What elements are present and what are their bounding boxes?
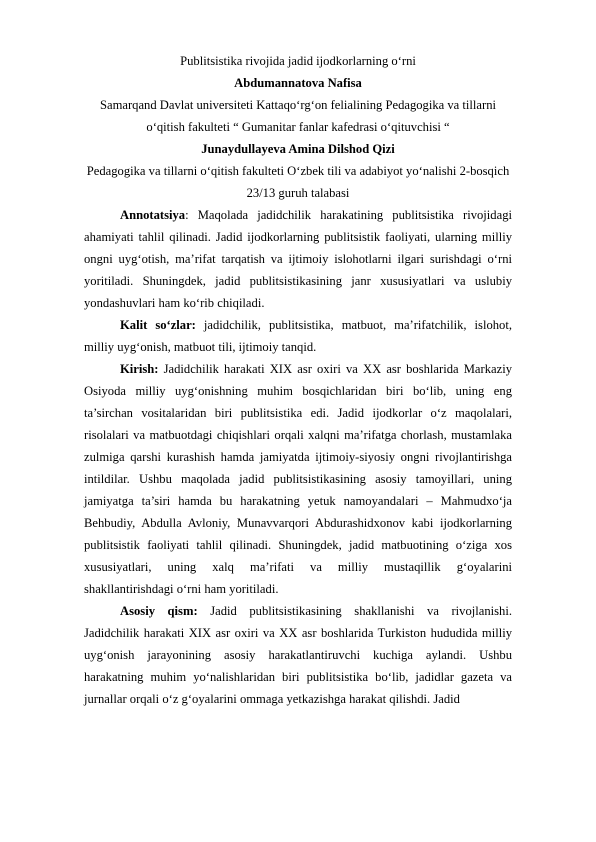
author2-name: Junaydullayeva Amina Dilshod Qizi [201,142,395,156]
article-title: Publitsistika rivojida jadid ijodkorlarning o‘rni [180,54,416,68]
author1-name: Abdumannatova Nafisa [234,76,362,90]
keywords-label: Kalit so‘zlar: [120,318,196,332]
intro-label: Kirish: [120,362,159,376]
document-page [84,50,512,710]
author1-affiliation: Samarqand Davlat universiteti Kattaqo‘rg‘on felialining Pedagogika va tillarni o‘qitish fakulteti “ Gumanitar fanlar kafedrasi o‘qituvchisi “ [99,98,496,134]
keywords-text: jadidchilik, publitsistika, matbuot, ma’rifatchilik, islohot, milliy uyg‘onish, matbuot tili, ijtimoiy tanqid. [84,318,512,354]
main-label: Asosiy qism: [120,604,198,618]
annotation-paragraph [84,204,512,314]
intro-paragraph [84,358,512,600]
main-paragraph [84,600,512,710]
intro-text: Jadidchilik harakati XIX asr oxiri va XX asr boshlarida Markaziy Osiyoda milliy uyg‘onishning muhim bosqichlaridan biri bo‘lib, uning eng ta’sirchan vositalaridan biri publitsistika edi. Jadid ijodkorlar o‘z maqolalari, risolalari va matbuotdagi chiqishlari orqali xalqni ma’rifatga chorlash, mustamlaka zulmiga qarshi kurashish hamda jamiyatda ijtimoiy-siyosiy ongni rivojlantirishga intildilar. Ushbu maqolada jadid publitsistikasining asosiy tamoyillari, uning jamiyatga ta’siri hamda bu harakatning yetuk namoyandalari – Mahmudxo‘ja Behbudiy, Abdulla Avloniy, Munavvarqori Abdurashidxonov kabi ijodkorlarning publitsistik faoliyati tahlil qilinadi. Shuningdek, jadid matbuotining o‘ziga xos xususiyatlari, uning xalq ma’rifati va milliy mustaqillik g‘oyalarini shakllantirishdagi o‘rni ham yoritiladi. [84,362,512,596]
annotation-label: Annotatsiya [120,208,186,222]
annotation-text: : Maqolada jadidchilik harakatining publitsistika rivojidagi ahamiyati tahlil qilinadi. Jadid ijodkorlarning publitsistik faoliyati, ularning milliy ongni uyg‘otish, ma’rifat tarqatish va ijtimoiy islohotlarni ilgari surishdagi o‘rni yoritiladi. Shuningdek, jadid publitsistikasining janr xususiyatlari va uslubiy yondashuvlari ham ko‘rib chiqiladi. [84,208,512,310]
main-text: Jadid publitsistikasining shakllanishi va rivojlanishi. Jadidchilik harakati XIX asr oxiri va XX asr boshlarida Turkiston hududida milliy uyg‘onish jarayonining asosiy harakatlantiruvchi kuchiga aylandi. Ushbu harakatning muhim yo‘nalishlaridan biri publitsistika bo‘lib, jadidlar gazeta va jurnallar orqali o‘z g‘oyalarini ommaga yetkazishga harakat qilishdi. Jadid [84,604,512,706]
author2-affiliation: Pedagogika va tillarni o‘qitish fakulteti O‘zbek tili va adabiyot yo‘nalishi 2-bosqich 23/13 guruh talabasi [86,164,510,200]
keywords-paragraph [84,314,512,358]
